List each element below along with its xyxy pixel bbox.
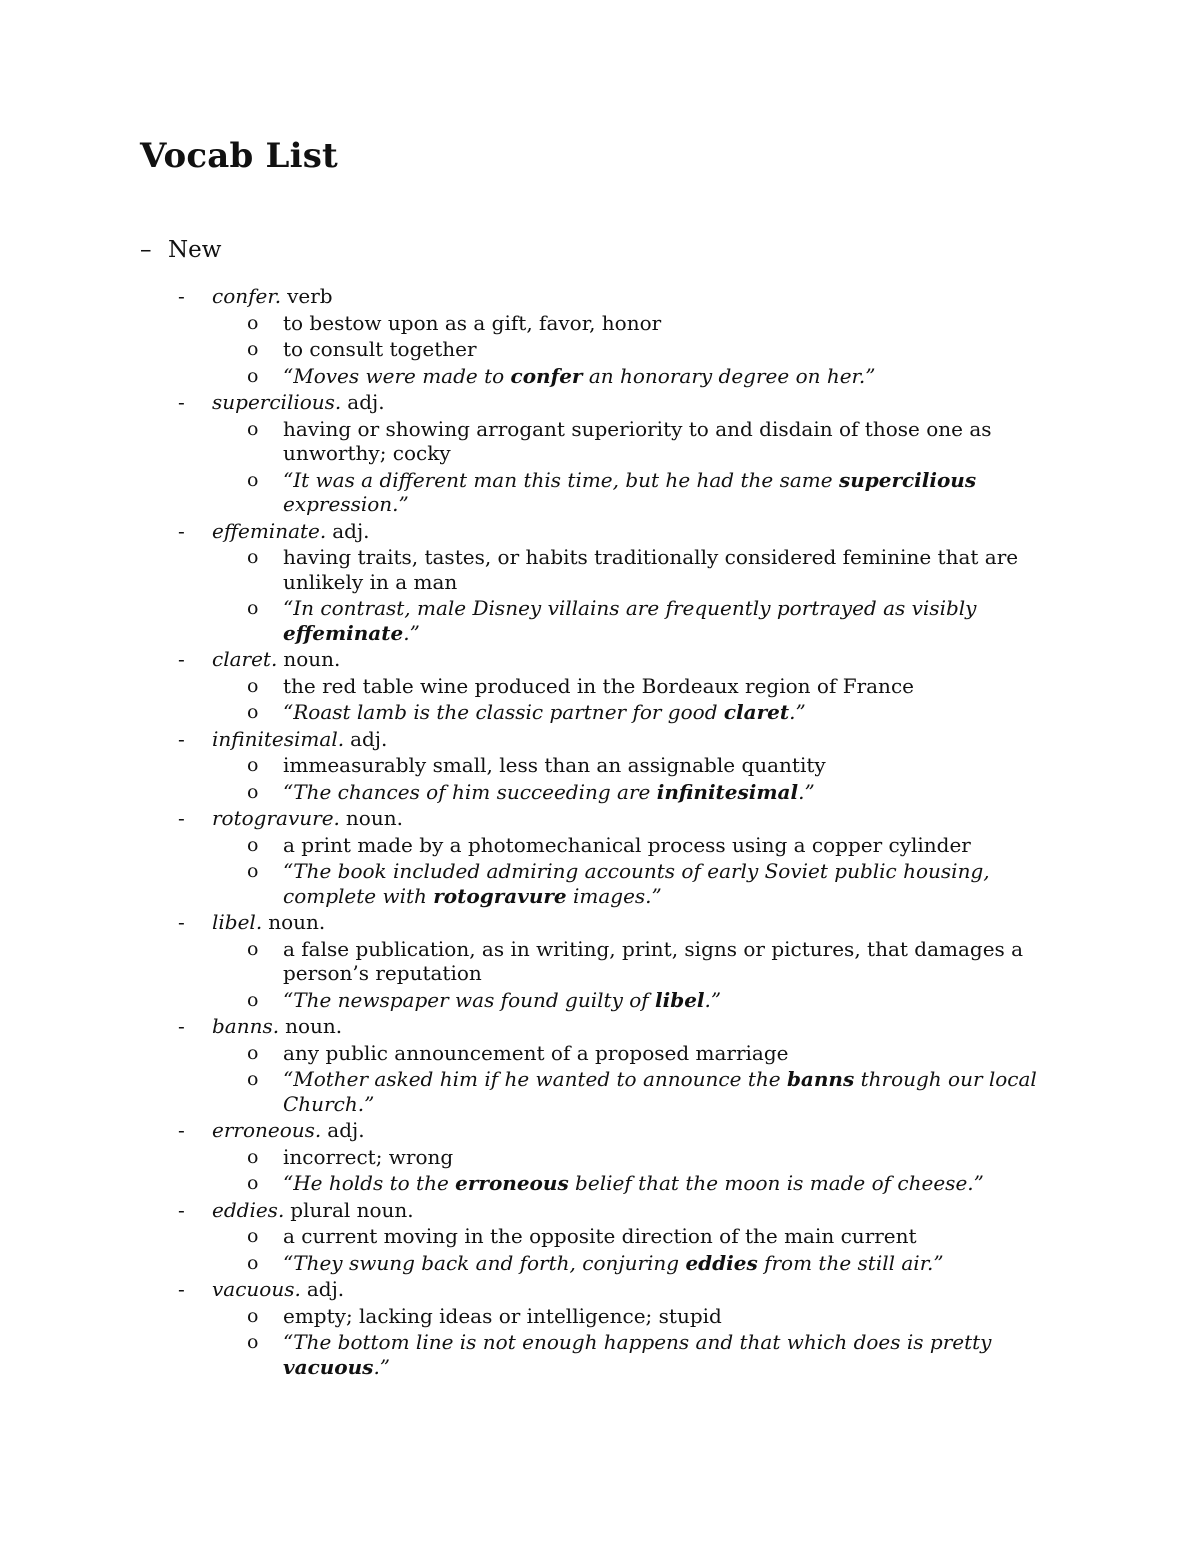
circle-bullet: o <box>247 988 259 1011</box>
vocab-entry <box>0 909 1200 1013</box>
example-highlighted-word: eddies <box>685 1250 758 1275</box>
example-text-before: “It was a different man this time, but he had the same <box>283 467 839 492</box>
circle-bullet: o <box>247 311 259 334</box>
definition-text: having or showing arrogant superiority to and disdain of those one as unworthy; cocky <box>283 416 992 465</box>
vocab-entry <box>0 389 1200 518</box>
definition-item <box>0 936 1200 987</box>
definition-list <box>0 1040 1200 1118</box>
example-text-before: “The chances of him succeeding are <box>283 779 657 804</box>
example-sentence <box>0 1170 1200 1197</box>
example-text-after: expression.” <box>283 492 409 516</box>
example-text-before: “The bottom line is not enough happens and that which does is pretty <box>283 1330 992 1354</box>
definition-list <box>0 310 1200 390</box>
circle-bullet: o <box>247 1251 259 1274</box>
vocab-entry <box>0 726 1200 806</box>
example-text-before: “The newspaper was found guilty of <box>283 987 656 1012</box>
section-heading-label: New <box>168 237 222 263</box>
definition-text: immeasurably small, less than an assignable quantity <box>283 753 826 777</box>
definition-item <box>0 1223 1200 1250</box>
example-text-after: an honorary degree on her.” <box>582 363 876 388</box>
circle-bullet: o <box>247 937 259 960</box>
circle-bullet: o <box>247 860 259 882</box>
dash-bullet: - <box>178 390 185 414</box>
example-text-before: “Moves were made to <box>283 363 511 388</box>
entry-header <box>0 1013 1200 1040</box>
definition-item <box>0 1144 1200 1171</box>
vocab-list <box>0 283 1200 1380</box>
vocab-entry <box>0 518 1200 647</box>
circle-bullet: o <box>247 1331 259 1353</box>
example-highlighted-word: confer <box>510 363 583 388</box>
example-text-after: belief that the moon is made of cheese.” <box>568 1171 984 1195</box>
definition-item <box>0 832 1200 859</box>
definition-item <box>0 544 1200 595</box>
circle-bullet: o <box>247 833 259 856</box>
vocab-entry <box>0 1117 1200 1197</box>
part-of-speech: adj. <box>306 1277 345 1301</box>
definition-text: to bestow upon as a gift, favor, honor <box>283 310 662 335</box>
example-text-after: .” <box>373 1354 391 1379</box>
example-highlighted-word: erroneous <box>455 1171 569 1195</box>
definition-text: a print made by a photomechanical process using a copper cylinder <box>283 832 971 857</box>
entry-header <box>0 646 1200 673</box>
vocab-entry <box>0 1276 1200 1380</box>
circle-bullet: o <box>247 364 259 387</box>
definition-text: a false publication, as in writing, print, signs or pictures, that damages a person’s reputation <box>283 936 1024 985</box>
circle-bullet: o <box>247 754 259 776</box>
definition-text: to consult together <box>283 337 477 361</box>
example-text-after: .” <box>403 620 420 645</box>
example-text-before: “Roast lamb is the classic partner for good <box>283 700 724 724</box>
vocab-entry <box>0 1013 1200 1117</box>
definition-list <box>0 416 1200 518</box>
dash-bullet: - <box>178 284 185 308</box>
vocab-word: rotogravure. <box>212 806 340 830</box>
example-text-after: .” <box>798 779 815 804</box>
vocab-word: claret. <box>212 647 278 671</box>
definition-item <box>0 336 1200 363</box>
entry-header <box>0 1117 1200 1144</box>
example-text-after: from the still air.” <box>757 1250 944 1275</box>
example-highlighted-word: banns <box>786 1067 855 1091</box>
dash-bullet: - <box>178 518 185 543</box>
example-text-before: “They swung back and forth, conjuring <box>283 1250 686 1275</box>
dash-bullet: - <box>178 1014 185 1038</box>
entry-header <box>0 283 1200 310</box>
definition-list <box>0 1223 1200 1276</box>
definition-list <box>0 832 1200 910</box>
example-highlighted-word: libel <box>655 987 705 1012</box>
example-text-before: “The book included admiring accounts of early Soviet public housing, complete with <box>283 859 990 908</box>
example-highlighted-word: claret <box>723 700 790 724</box>
part-of-speech: plural noun. <box>290 1197 414 1222</box>
entry-header <box>0 909 1200 936</box>
example-text-after: images.” <box>566 883 662 908</box>
example-sentence <box>0 467 1200 518</box>
part-of-speech: noun. <box>285 1014 343 1038</box>
entry-header <box>0 389 1200 416</box>
dash-bullet: - <box>178 910 185 934</box>
circle-bullet: o <box>247 417 259 440</box>
example-highlighted-word: supercilious <box>838 467 977 492</box>
circle-bullet: o <box>247 468 259 491</box>
vocab-entry <box>0 805 1200 909</box>
part-of-speech: adj. <box>327 1118 365 1142</box>
entry-header <box>0 1197 1200 1224</box>
part-of-speech: adj. <box>350 726 388 751</box>
dash-bullet: - <box>178 647 185 671</box>
definition-text: a current moving in the opposite direction of the main current <box>283 1224 917 1248</box>
vocab-word: banns. <box>212 1014 280 1038</box>
example-sentence <box>0 1250 1200 1277</box>
page-title: Vocab List <box>140 136 338 176</box>
part-of-speech: noun. <box>268 910 326 934</box>
definition-text: empty; lacking ideas or intelligence; stupid <box>283 1303 722 1328</box>
example-sentence <box>0 858 1200 909</box>
example-sentence <box>0 595 1200 646</box>
circle-bullet: o <box>247 1145 259 1168</box>
dash-bullet: - <box>178 806 185 830</box>
circle-bullet: o <box>247 1041 259 1064</box>
definition-text: having traits, tastes, or habits traditionally considered feminine that are unlikely in a man <box>283 545 1019 594</box>
definition-item <box>0 752 1200 779</box>
vocab-word: effeminate. <box>212 518 327 543</box>
example-text-before: “Mother asked him if he wanted to announce the <box>283 1067 787 1091</box>
example-highlighted-word: infinitesimal <box>656 779 799 804</box>
circle-bullet: o <box>247 701 259 723</box>
definition-item <box>0 1040 1200 1067</box>
part-of-speech: noun. <box>345 806 403 830</box>
definition-text: incorrect; wrong <box>283 1144 454 1169</box>
example-sentence <box>0 1066 1200 1117</box>
dash-bullet: - <box>178 1277 185 1301</box>
vocab-word: libel. <box>212 910 263 934</box>
example-sentence <box>0 1329 1200 1380</box>
circle-bullet: o <box>247 1172 259 1194</box>
definition-list <box>0 673 1200 726</box>
circle-bullet: o <box>247 1304 259 1327</box>
part-of-speech: adj. <box>347 390 385 414</box>
part-of-speech: noun. <box>283 647 341 671</box>
example-sentence <box>0 699 1200 726</box>
definition-item <box>0 416 1200 467</box>
circle-bullet: o <box>247 674 259 697</box>
entry-header <box>0 518 1200 545</box>
definition-item <box>0 673 1200 700</box>
example-text-before: “In contrast, male Disney villains are frequently portrayed as visibly <box>283 596 977 620</box>
circle-bullet: o <box>247 597 259 619</box>
example-text-after: .” <box>704 987 722 1012</box>
example-highlighted-word: rotogravure <box>433 883 567 908</box>
vocab-word: vacuous. <box>212 1277 301 1301</box>
vocab-entry <box>0 283 1200 389</box>
example-sentence <box>0 363 1200 390</box>
part-of-speech: adj. <box>332 518 370 543</box>
vocab-word: infinitesimal. <box>212 726 345 751</box>
vocab-word: supercilious. <box>212 390 342 414</box>
definition-list <box>0 544 1200 646</box>
definition-list <box>0 752 1200 805</box>
definition-text: the red table wine produced in the Bordeaux region of France <box>283 673 914 698</box>
circle-bullet: o <box>247 546 259 568</box>
dash-bullet: - <box>178 726 185 751</box>
vocab-word: eddies. <box>212 1197 285 1222</box>
section-dash: – <box>140 237 152 263</box>
example-text-before: “He holds to the <box>283 1171 456 1195</box>
example-highlighted-word: vacuous <box>283 1354 374 1379</box>
definition-text: any public announcement of a proposed marriage <box>283 1040 789 1065</box>
vocab-word: confer. <box>212 284 282 308</box>
part-of-speech: verb <box>287 284 333 308</box>
circle-bullet: o <box>247 1225 259 1247</box>
dash-bullet: - <box>178 1197 185 1222</box>
definition-item <box>0 310 1200 337</box>
example-highlighted-word: effeminate <box>283 620 404 645</box>
definition-list <box>0 1303 1200 1381</box>
circle-bullet: o <box>247 780 259 803</box>
example-sentence <box>0 987 1200 1014</box>
entry-header <box>0 726 1200 753</box>
example-text-after: through our local Church.” <box>283 1067 1037 1116</box>
definition-list <box>0 936 1200 1014</box>
vocab-entry <box>0 1197 1200 1277</box>
vocab-word: erroneous. <box>212 1118 322 1142</box>
entry-header <box>0 805 1200 832</box>
definition-list <box>0 1144 1200 1197</box>
example-sentence <box>0 779 1200 806</box>
vocab-entry <box>0 646 1200 726</box>
example-text-after: .” <box>789 700 806 724</box>
circle-bullet: o <box>247 338 259 360</box>
circle-bullet: o <box>247 1068 259 1090</box>
entry-header <box>0 1276 1200 1303</box>
dash-bullet: - <box>178 1118 185 1142</box>
section-heading <box>140 234 221 266</box>
definition-item <box>0 1303 1200 1330</box>
